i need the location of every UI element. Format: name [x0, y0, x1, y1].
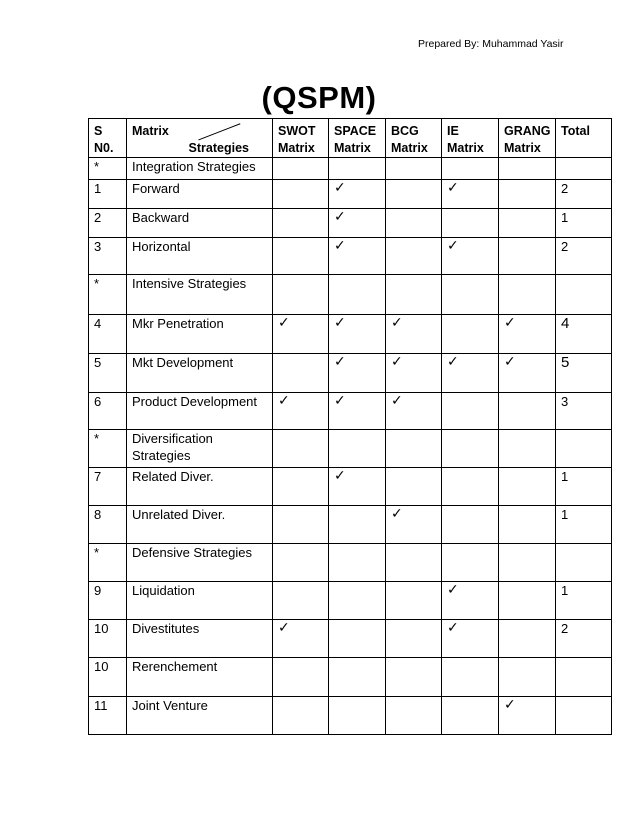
cell-ie	[442, 275, 499, 315]
cell-ie	[442, 544, 499, 582]
cell-swot	[273, 180, 329, 209]
cell-grang	[499, 468, 556, 506]
cell-space	[329, 393, 386, 430]
table-row	[89, 582, 612, 620]
cell-sno: 3	[89, 238, 127, 275]
cell-grang	[499, 544, 556, 582]
cell-strategy: Liquidation	[127, 582, 273, 620]
table-row	[89, 354, 612, 393]
cell-bcg	[386, 275, 442, 315]
cell-total	[556, 158, 612, 180]
cell-total	[556, 430, 612, 468]
cell-bcg	[386, 180, 442, 209]
cell-space	[329, 209, 386, 238]
check-mark-icon: ✓	[391, 393, 403, 409]
cell-space	[329, 544, 386, 582]
cell-swot	[273, 393, 329, 430]
cell-sno: *	[89, 275, 127, 315]
header-grang-line1: GRANG	[504, 124, 551, 138]
cell-sno: 7	[89, 468, 127, 506]
table-row	[89, 697, 612, 735]
cell-bcg	[386, 209, 442, 238]
cell-sno: 10	[89, 658, 127, 697]
cell-sno: 9	[89, 582, 127, 620]
cell-sno: 11	[89, 697, 127, 735]
cell-bcg	[386, 430, 442, 468]
check-mark-icon: ✓	[334, 180, 346, 196]
table-row	[89, 393, 612, 430]
cell-bcg	[386, 158, 442, 180]
table-header-row	[89, 119, 612, 158]
cell-strategy: Rerenchement	[127, 658, 273, 697]
table-row	[89, 658, 612, 697]
cell-strategy: Defensive Strategies	[127, 544, 273, 582]
cell-bcg	[386, 506, 442, 544]
header-ie-line1: IE	[447, 124, 459, 138]
cell-ie	[442, 354, 499, 393]
cell-space	[329, 582, 386, 620]
cell-swot	[273, 354, 329, 393]
document-title: (QSPM)	[261, 80, 377, 115]
cell-total	[556, 275, 612, 315]
header-sno-line1: S	[94, 124, 103, 138]
cell-sno: *	[89, 158, 127, 180]
cell-strategy: Mkt Development	[127, 354, 273, 393]
cell-strategy: Horizontal	[127, 238, 273, 275]
cell-grang	[499, 697, 556, 735]
cell-ie	[442, 315, 499, 354]
check-mark-icon: ✓	[504, 315, 516, 331]
cell-ie	[442, 180, 499, 209]
header-swot	[273, 119, 329, 158]
cell-ie	[442, 468, 499, 506]
cell-strategy: Related Diver.	[127, 468, 273, 506]
cell-strategy: Forward	[127, 180, 273, 209]
check-mark-icon: ✓	[334, 468, 346, 484]
cell-swot	[273, 315, 329, 354]
cell-grang	[499, 393, 556, 430]
header-diagonal-line	[127, 119, 272, 157]
cell-sno: 2	[89, 209, 127, 238]
cell-bcg	[386, 315, 442, 354]
table-row	[89, 468, 612, 506]
cell-strategy: Unrelated Diver.	[127, 506, 273, 544]
cell-swot	[273, 658, 329, 697]
header-space-line1: SPACE	[334, 124, 377, 138]
cell-grang	[499, 620, 556, 658]
cell-total: 1	[556, 582, 612, 620]
cell-grang	[499, 658, 556, 697]
section-row	[89, 430, 612, 468]
cell-space	[329, 238, 386, 275]
check-mark-icon: ✓	[334, 393, 346, 409]
cell-bcg	[386, 697, 442, 735]
table-body	[89, 158, 612, 735]
cell-total: 1	[556, 506, 612, 544]
cell-bcg	[386, 393, 442, 430]
cell-strategy: Mkr Penetration	[127, 315, 273, 354]
header-grang-line2: Matrix	[504, 141, 541, 155]
check-mark-icon: ✓	[334, 354, 346, 370]
cell-bcg	[386, 468, 442, 506]
cell-swot	[273, 275, 329, 315]
header-total-label: Total	[561, 124, 590, 138]
qspm-table	[88, 118, 612, 735]
cell-sno: *	[89, 544, 127, 582]
cell-grang	[499, 354, 556, 393]
cell-total: 1	[556, 209, 612, 238]
cell-strategy: Divestitutes	[127, 620, 273, 658]
header-grang	[499, 119, 556, 158]
cell-space	[329, 468, 386, 506]
cell-swot	[273, 468, 329, 506]
cell-bcg	[386, 620, 442, 658]
section-row	[89, 275, 612, 315]
table-row	[89, 238, 612, 275]
cell-grang	[499, 238, 556, 275]
cell-strategy: Diversification Strategies	[127, 430, 273, 468]
check-mark-icon: ✓	[391, 506, 403, 522]
header-ie	[442, 119, 499, 158]
cell-grang	[499, 430, 556, 468]
cell-sno: 10	[89, 620, 127, 658]
check-mark-icon: ✓	[334, 238, 346, 254]
cell-bcg	[386, 658, 442, 697]
header-bcg-line2: Matrix	[391, 141, 428, 155]
check-mark-icon: ✓	[334, 315, 346, 331]
check-mark-icon: ✓	[504, 697, 516, 713]
header-ie-line2: Matrix	[447, 141, 484, 155]
cell-ie	[442, 620, 499, 658]
header-sno-line2: N0.	[94, 141, 114, 155]
cell-bcg	[386, 238, 442, 275]
cell-ie	[442, 506, 499, 544]
cell-space	[329, 354, 386, 393]
cell-strategy: Backward	[127, 209, 273, 238]
cell-ie	[442, 697, 499, 735]
section-row	[89, 544, 612, 582]
check-mark-icon: ✓	[278, 620, 290, 636]
cell-total	[556, 544, 612, 582]
header-strategies-label: Strategies	[188, 141, 249, 155]
check-mark-icon: ✓	[391, 354, 403, 370]
table-row	[89, 506, 612, 544]
cell-grang	[499, 315, 556, 354]
cell-ie	[442, 430, 499, 468]
cell-grang	[499, 275, 556, 315]
check-mark-icon: ✓	[334, 209, 346, 225]
check-mark-icon: ✓	[447, 238, 459, 254]
cell-total: 4	[556, 315, 612, 354]
cell-space	[329, 506, 386, 544]
table-row	[89, 209, 612, 238]
cell-sno: 5	[89, 354, 127, 393]
header-sno	[89, 119, 127, 158]
cell-sno: 1	[89, 180, 127, 209]
table-row	[89, 315, 612, 354]
cell-grang	[499, 582, 556, 620]
check-mark-icon: ✓	[278, 393, 290, 409]
check-mark-icon: ✓	[447, 620, 459, 636]
cell-sno: 6	[89, 393, 127, 430]
cell-ie	[442, 582, 499, 620]
cell-space	[329, 620, 386, 658]
cell-strategy: Integration Strategies	[127, 158, 273, 180]
cell-grang	[499, 209, 556, 238]
header-swot-line1: SWOT	[278, 124, 316, 138]
cell-sno: 4	[89, 315, 127, 354]
cell-grang	[499, 158, 556, 180]
header-total	[556, 119, 612, 158]
cell-sno: *	[89, 430, 127, 468]
table-row	[89, 180, 612, 209]
cell-ie	[442, 393, 499, 430]
cell-total: 2	[556, 238, 612, 275]
cell-total: 3	[556, 393, 612, 430]
cell-swot	[273, 620, 329, 658]
cell-space	[329, 158, 386, 180]
cell-bcg	[386, 582, 442, 620]
check-mark-icon: ✓	[278, 315, 290, 331]
check-mark-icon: ✓	[391, 315, 403, 331]
header-bcg	[386, 119, 442, 158]
cell-total: 1	[556, 468, 612, 506]
cell-space	[329, 697, 386, 735]
header-swot-line2: Matrix	[278, 141, 315, 155]
cell-total	[556, 697, 612, 735]
cell-ie	[442, 238, 499, 275]
check-mark-icon: ✓	[447, 582, 459, 598]
cell-total: 2	[556, 180, 612, 209]
cell-ie	[442, 658, 499, 697]
cell-swot	[273, 506, 329, 544]
cell-grang	[499, 180, 556, 209]
cell-space	[329, 275, 386, 315]
table-row	[89, 620, 612, 658]
header-bcg-line1: BCG	[391, 124, 419, 138]
header-matrix-strategies	[127, 119, 273, 158]
cell-strategy: Intensive Strategies	[127, 275, 273, 315]
cell-total	[556, 658, 612, 697]
cell-total: 2	[556, 620, 612, 658]
cell-sno: 8	[89, 506, 127, 544]
cell-strategy: Product Development	[127, 393, 273, 430]
cell-space	[329, 658, 386, 697]
cell-swot	[273, 544, 329, 582]
cell-space	[329, 180, 386, 209]
cell-swot	[273, 209, 329, 238]
prepared-by-line: Prepared By: Muhammad Yasir	[418, 38, 564, 50]
cell-total: 5	[556, 354, 612, 393]
header-space-line2: Matrix	[334, 141, 371, 155]
header-matrix-label: Matrix	[132, 124, 169, 138]
section-row	[89, 158, 612, 180]
cell-swot	[273, 430, 329, 468]
check-mark-icon: ✓	[447, 180, 459, 196]
cell-swot	[273, 238, 329, 275]
cell-bcg	[386, 354, 442, 393]
cell-swot	[273, 582, 329, 620]
cell-space	[329, 430, 386, 468]
header-space	[329, 119, 386, 158]
cell-strategy: Joint Venture	[127, 697, 273, 735]
cell-ie	[442, 158, 499, 180]
cell-ie	[442, 209, 499, 238]
cell-swot	[273, 158, 329, 180]
cell-bcg	[386, 544, 442, 582]
check-mark-icon: ✓	[447, 354, 459, 370]
cell-swot	[273, 697, 329, 735]
check-mark-icon: ✓	[504, 354, 516, 370]
cell-grang	[499, 506, 556, 544]
cell-space	[329, 315, 386, 354]
